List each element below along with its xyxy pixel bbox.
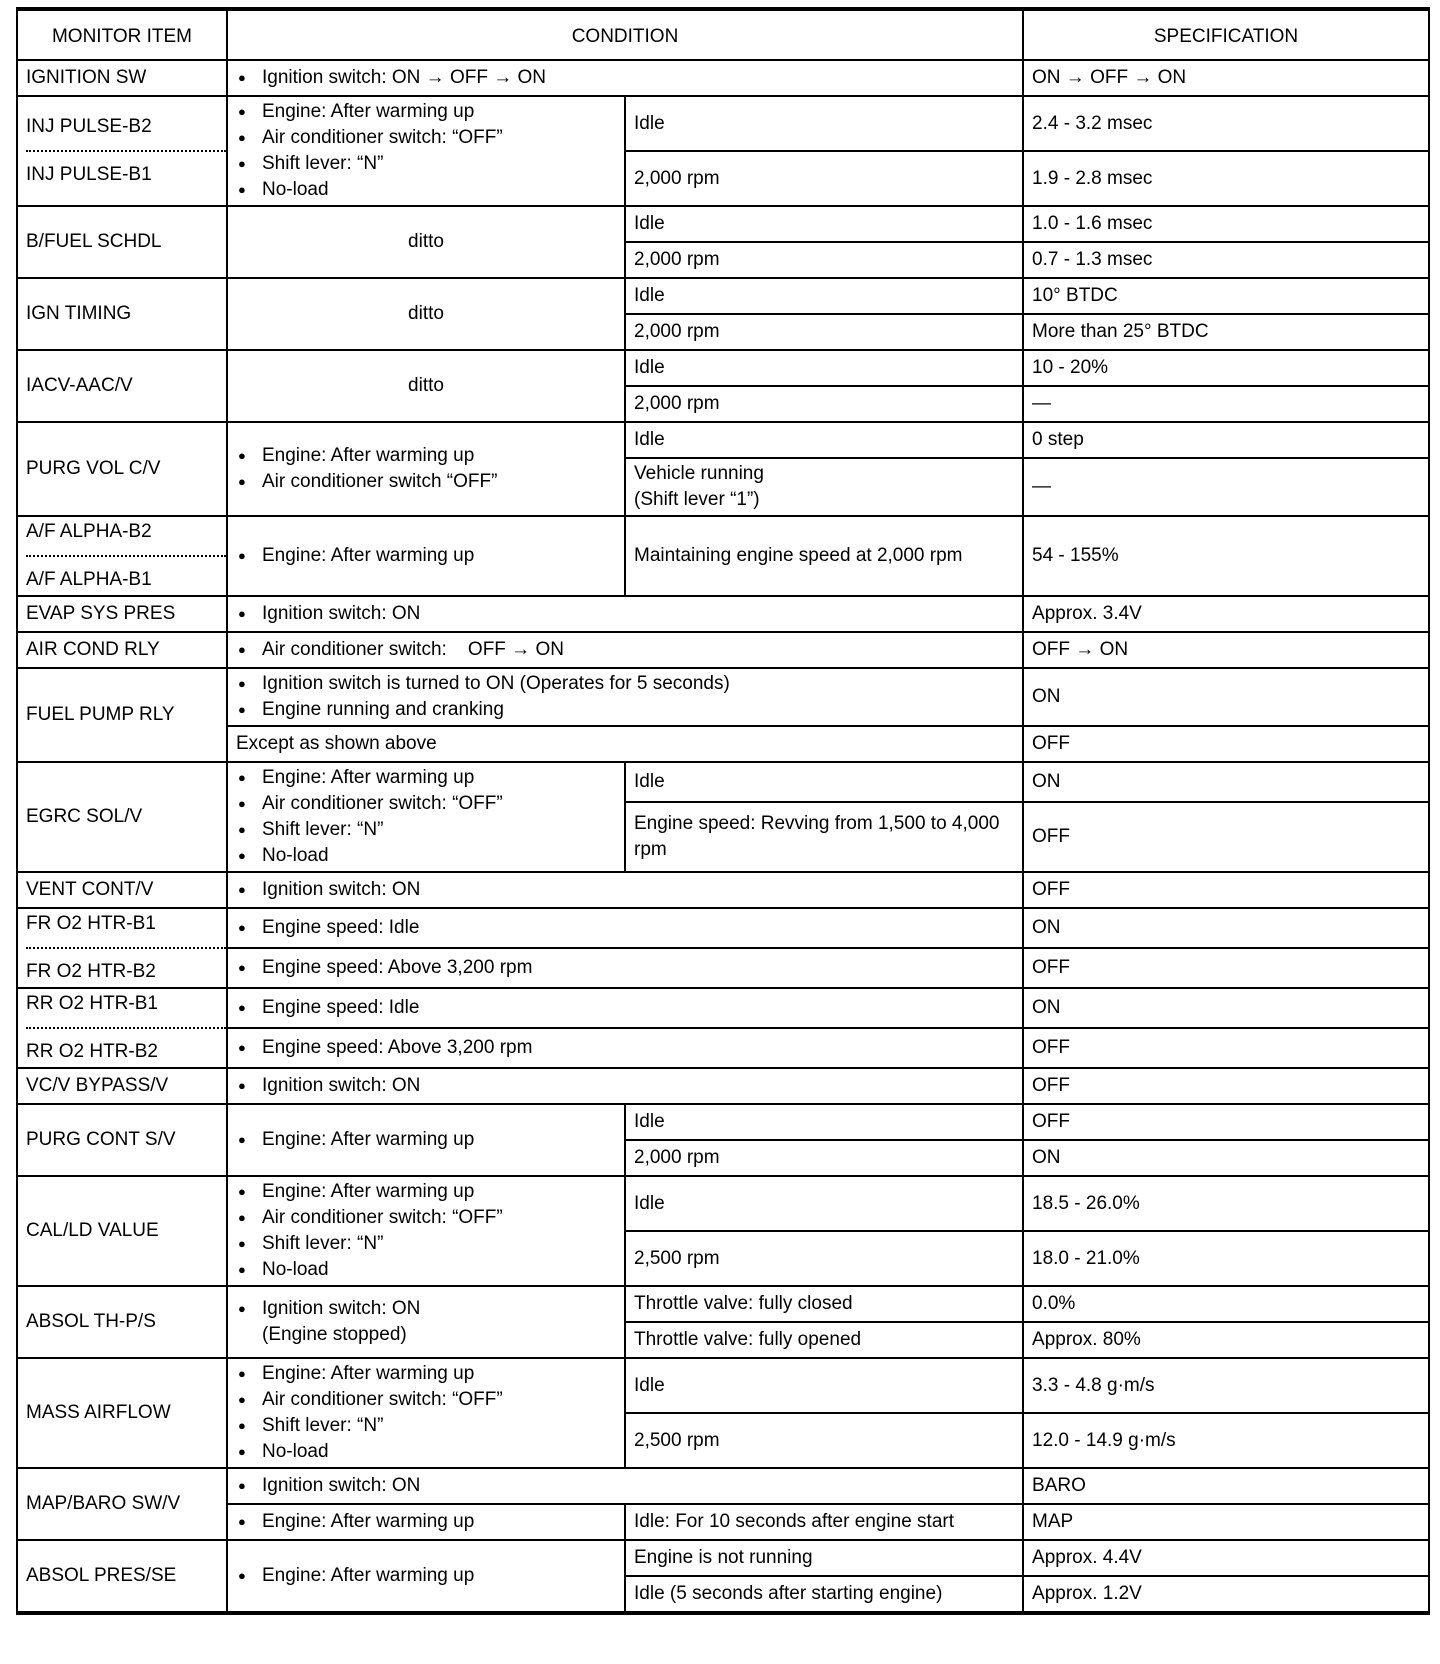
condition-cell (227, 762, 625, 872)
condition-cell (227, 596, 1023, 632)
sub-condition: Idle (625, 762, 1023, 802)
monitor-item: INJ PULSE-B2 (26, 116, 152, 137)
dotted-divider (26, 555, 226, 557)
spec-value: 54 - 155% (1023, 516, 1429, 596)
table-row (17, 726, 1429, 762)
monitor-item: ABSOL PRES/SE (17, 1540, 227, 1613)
condition-bullet: ● Engine: After warming up (236, 765, 616, 791)
dotted-divider (26, 1027, 226, 1029)
condition-cell (227, 1028, 1023, 1068)
condition-cell (227, 1358, 625, 1468)
condition-bullet: ● Engine speed: Above 3,200 rpm (236, 955, 1014, 981)
spec-value: — (1023, 386, 1429, 422)
table-row (17, 1068, 1429, 1104)
spec-value: 0 step (1023, 422, 1429, 458)
condition-line: (Engine stopped) (262, 1324, 407, 1345)
spec-value: 3.3 - 4.8 g·m/s (1023, 1358, 1429, 1413)
monitor-item-pair (17, 988, 227, 1068)
condition-cell (227, 1468, 1023, 1504)
monitor-item: PURG CONT S/V (17, 1104, 227, 1176)
condition-cell (227, 60, 1023, 96)
monitor-item: MASS AIRFLOW (17, 1358, 227, 1468)
monitor-spec-sheet (16, 7, 1428, 1615)
condition-bullet: ● Engine running and cranking (236, 697, 1014, 723)
spec-value: 2.4 - 3.2 msec (1023, 96, 1429, 151)
spec-value: OFF (1023, 726, 1429, 762)
sub-condition-line: Vehicle running (634, 463, 764, 484)
table-row (17, 632, 1429, 668)
table-row (17, 350, 1429, 386)
condition-bullet: ● Air conditioner switch: “OFF” (236, 791, 616, 817)
table-row (17, 206, 1429, 242)
condition-cell (227, 1104, 625, 1176)
condition-bullet: ● Air conditioner switch: OFF → ON (236, 637, 1014, 663)
condition-bullet: ● Engine: After warming up (236, 543, 616, 569)
table-row (17, 668, 1429, 726)
condition-bullet: ● Engine: After warming up (236, 99, 616, 125)
condition-cell (227, 908, 1023, 948)
spec-value: 0.7 - 1.3 msec (1023, 242, 1429, 278)
condition-bullet: ● Engine: After warming up (236, 1127, 616, 1153)
condition-bullet: ● Engine speed: Idle (236, 995, 1014, 1021)
spec-value: OFF (1023, 872, 1429, 908)
monitor-item: IGN TIMING (17, 278, 227, 350)
spec-value: Approx. 3.4V (1023, 596, 1429, 632)
sub-condition-line: (Shift lever “1”) (634, 489, 760, 510)
condition-line: ● Ignition switch: ON (262, 1298, 421, 1319)
monitor-item: CAL/LD VALUE (17, 1176, 227, 1286)
spec-value: BARO (1023, 1468, 1429, 1504)
spec-value: 18.5 - 26.0% (1023, 1176, 1429, 1231)
condition-bullet: ● Air conditioner switch: “OFF” (236, 1205, 616, 1231)
condition-cell (227, 988, 1023, 1028)
table-row (17, 1286, 1429, 1322)
monitor-item: RR O2 HTR-B2 (26, 1041, 158, 1062)
condition-bullet: ● Shift lever: “N” (236, 151, 616, 177)
table-row (17, 60, 1429, 96)
condition-cell: Except as shown above (227, 726, 1023, 762)
monitor-item: RR O2 HTR-B1 (26, 993, 158, 1014)
sub-condition: 2,000 rpm (625, 1140, 1023, 1176)
spec-value: OFF (1023, 948, 1429, 988)
condition-bullet: ● No-load (236, 177, 616, 203)
sub-condition: Throttle valve: fully closed (625, 1286, 1023, 1322)
condition-ditto: ditto (227, 278, 625, 350)
condition-ditto: ditto (227, 350, 625, 422)
condition-cell (227, 1540, 625, 1613)
monitor-item: ABSOL TH-P/S (17, 1286, 227, 1358)
monitor-item: PURG VOL C/V (17, 422, 227, 516)
condition-cell (227, 1068, 1023, 1104)
condition-bullet: ● Ignition switch: ON → OFF → ON (236, 65, 1014, 91)
sub-condition: Idle (625, 206, 1023, 242)
sub-condition: 2,000 rpm (625, 242, 1023, 278)
condition-bullet: ● Ignition switch is turned to ON (Operates for 5 seconds) (236, 671, 1014, 697)
table-row (17, 1540, 1429, 1576)
monitor-item: VC/V BYPASS/V (17, 1068, 227, 1104)
sub-condition: Engine is not running (625, 1540, 1023, 1576)
spec-value: OFF (1023, 1104, 1429, 1140)
monitor-item: AIR COND RLY (17, 632, 227, 668)
table-row (17, 1104, 1429, 1140)
monitor-item: INJ PULSE-B1 (26, 164, 152, 185)
monitor-item: EVAP SYS PRES (17, 596, 227, 632)
table-row (17, 278, 1429, 314)
condition-bullet: ● No-load (236, 1257, 616, 1283)
condition-bullet: ● Engine: After warming up (236, 1361, 616, 1387)
condition-bullet: ● Air conditioner switch: “OFF” (236, 125, 616, 151)
condition-bullet: ● Engine: After warming up (236, 1563, 616, 1589)
spec-value: 1.0 - 1.6 msec (1023, 206, 1429, 242)
spec-value: — (1023, 458, 1429, 516)
monitor-item: MAP/BARO SW/V (17, 1468, 227, 1540)
spec-value: More than 25° BTDC (1023, 314, 1429, 350)
monitor-item: FUEL PUMP RLY (17, 668, 227, 762)
condition-bullet (236, 1296, 616, 1348)
monitor-item: A/F ALPHA-B2 (26, 521, 152, 542)
spec-value: 1.9 - 2.8 msec (1023, 151, 1429, 206)
header-row (17, 9, 1429, 60)
monitor-item: IGNITION SW (17, 60, 227, 96)
sub-condition: 2,000 rpm (625, 386, 1023, 422)
sub-condition: 2,000 rpm (625, 151, 1023, 206)
sub-condition: Throttle valve: fully opened (625, 1322, 1023, 1358)
condition-ditto: ditto (227, 206, 625, 278)
sub-condition: 2,500 rpm (625, 1413, 1023, 1468)
spec-value: OFF (1023, 802, 1429, 872)
monitor-item: A/F ALPHA-B1 (26, 569, 152, 590)
sub-condition: Idle: For 10 seconds after engine start (625, 1504, 1023, 1540)
spec-value: 10° BTDC (1023, 278, 1429, 314)
spec-value: OFF (1023, 1028, 1429, 1068)
spec-value: OFF → ON (1023, 632, 1429, 668)
monitor-item: B/FUEL SCHDL (17, 206, 227, 278)
spec-value: ON (1023, 762, 1429, 802)
spec-value: Approx. 1.2V (1023, 1576, 1429, 1613)
spec-value: 0.0% (1023, 1286, 1429, 1322)
condition-bullet: ● No-load (236, 1439, 616, 1465)
condition-bullet: ● Shift lever: “N” (236, 1231, 616, 1257)
condition-bullet: ● Ignition switch: ON (236, 601, 1014, 627)
condition-cell (227, 668, 1023, 726)
header-condition: CONDITION (227, 9, 1023, 60)
dotted-divider (26, 947, 226, 949)
condition-bullet: ● Ignition switch: ON (236, 1073, 1014, 1099)
sub-condition: Idle (625, 1358, 1023, 1413)
table-row (17, 762, 1429, 802)
sub-condition: Maintaining engine speed at 2,000 rpm (625, 516, 1023, 596)
table-row (17, 422, 1429, 458)
condition-bullet: ● Shift lever: “N” (236, 1413, 616, 1439)
spec-value: 12.0 - 14.9 g·m/s (1023, 1413, 1429, 1468)
table-row (17, 96, 1429, 151)
header-specification: SPECIFICATION (1023, 9, 1429, 60)
table-row (17, 988, 1429, 1028)
spec-value: MAP (1023, 1504, 1429, 1540)
condition-cell (227, 96, 625, 206)
condition-bullet: ● Air conditioner switch “OFF” (236, 469, 616, 495)
condition-bullet: ● Shift lever: “N” (236, 817, 616, 843)
monitor-item: EGRC SOL/V (17, 762, 227, 872)
spec-value: ON → OFF → ON (1023, 60, 1429, 96)
table-row (17, 596, 1429, 632)
monitor-item: FR O2 HTR-B1 (26, 913, 156, 934)
sub-condition: Idle (625, 1104, 1023, 1140)
condition-cell (227, 872, 1023, 908)
sub-condition: 2,500 rpm (625, 1231, 1023, 1286)
table-row (17, 1176, 1429, 1231)
condition-cell (227, 1286, 625, 1358)
sub-condition: Idle (625, 278, 1023, 314)
sub-condition: Idle (625, 422, 1023, 458)
condition-cell (227, 1504, 625, 1540)
sub-condition: Idle (5 seconds after starting engine) (625, 1576, 1023, 1613)
sub-condition: Idle (625, 1176, 1023, 1231)
dotted-divider (26, 150, 226, 152)
spec-value: ON (1023, 1140, 1429, 1176)
condition-bullet: ● Engine speed: Above 3,200 rpm (236, 1035, 1014, 1061)
table-row (17, 948, 1429, 988)
spec-value: Approx. 4.4V (1023, 1540, 1429, 1576)
condition-bullet: ● Ignition switch: ON (236, 877, 1014, 903)
table-row (17, 516, 1429, 596)
condition-cell (227, 1176, 625, 1286)
header-monitor-item: MONITOR ITEM (17, 9, 227, 60)
condition-cell (227, 948, 1023, 988)
spec-value: OFF (1023, 1068, 1429, 1104)
monitor-item: VENT CONT/V (17, 872, 227, 908)
spec-value: 10 - 20% (1023, 350, 1429, 386)
condition-bullet: ● Air conditioner switch: “OFF” (236, 1387, 616, 1413)
condition-bullet: ● No-load (236, 843, 616, 869)
condition-bullet: ● Engine: After warming up (236, 1509, 616, 1535)
table-row (17, 908, 1429, 948)
condition-bullet: ● Engine speed: Idle (236, 915, 1014, 941)
sub-condition: Idle (625, 96, 1023, 151)
spec-value: Approx. 80% (1023, 1322, 1429, 1358)
spec-value: ON (1023, 908, 1429, 948)
sub-condition: Idle (625, 350, 1023, 386)
condition-bullet: ● Engine: After warming up (236, 443, 616, 469)
monitor-spec-table (16, 7, 1430, 1615)
table-row (17, 1358, 1429, 1413)
monitor-item-pair (17, 908, 227, 988)
monitor-item-pair (17, 96, 227, 206)
condition-bullet: ● Ignition switch: ON (236, 1473, 1014, 1499)
table-row (17, 872, 1429, 908)
sub-condition: 2,000 rpm (625, 314, 1023, 350)
spec-value: 18.0 - 21.0% (1023, 1231, 1429, 1286)
spec-value: ON (1023, 668, 1429, 726)
condition-cell (227, 516, 625, 596)
table-row (17, 1028, 1429, 1068)
spec-value: ON (1023, 988, 1429, 1028)
monitor-item: FR O2 HTR-B2 (26, 961, 156, 982)
condition-bullet: ● Engine: After warming up (236, 1179, 616, 1205)
monitor-item-pair (17, 516, 227, 596)
table-row (17, 1504, 1429, 1540)
sub-condition: Engine speed: Revving from 1,500 to 4,000 rpm (625, 802, 1023, 872)
table-row (17, 1468, 1429, 1504)
sub-condition (625, 458, 1023, 516)
condition-cell (227, 422, 625, 516)
monitor-item: IACV-AAC/V (17, 350, 227, 422)
condition-cell (227, 632, 1023, 668)
